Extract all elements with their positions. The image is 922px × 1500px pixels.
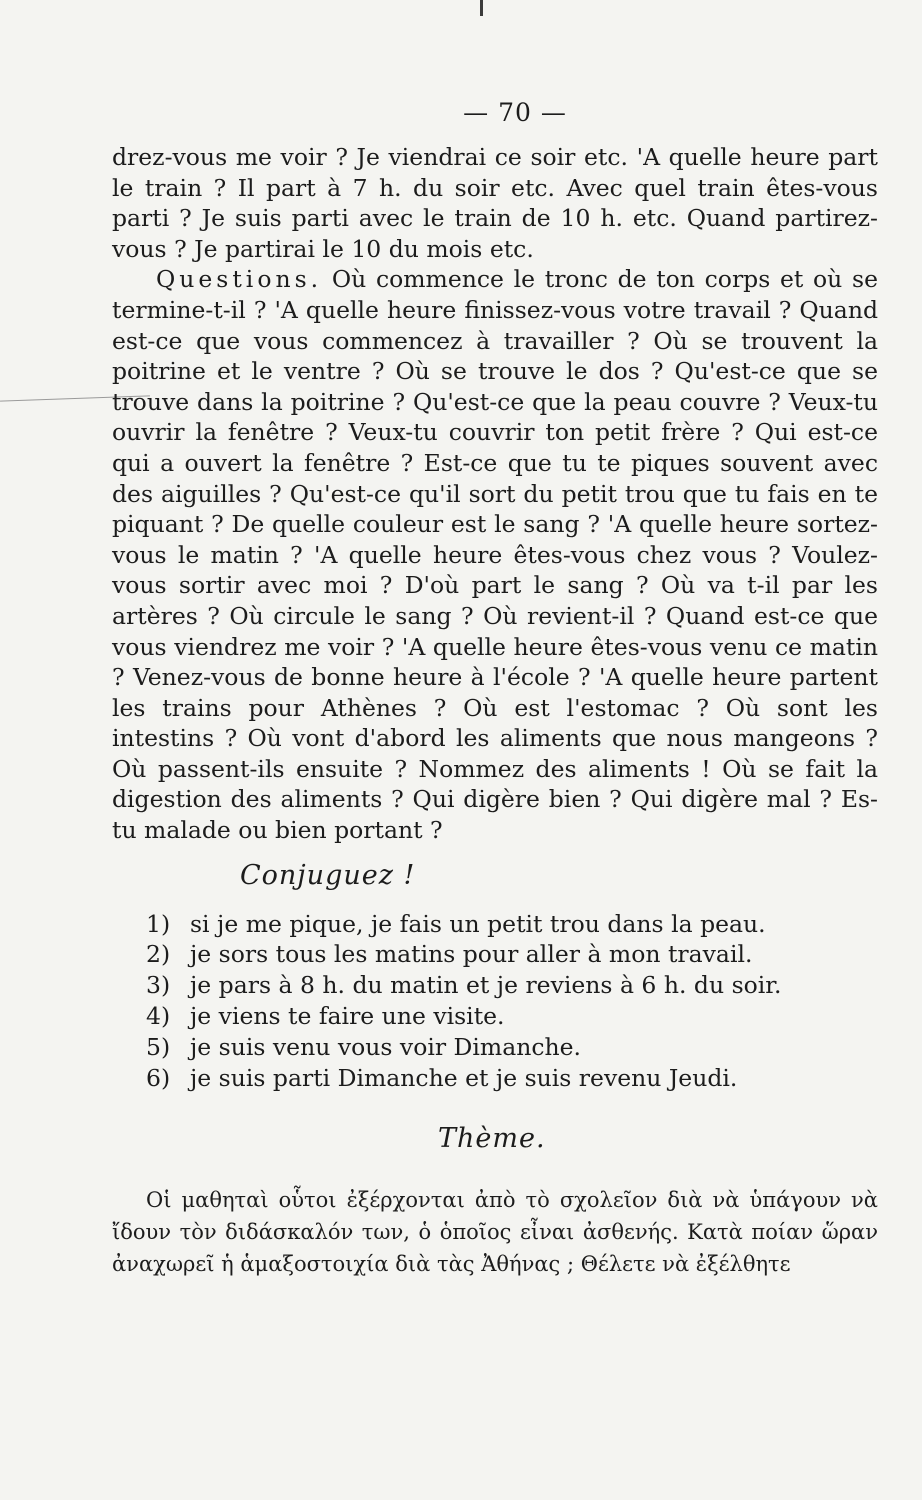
conjugation-list bbox=[112, 909, 878, 1094]
item-number: 3) bbox=[146, 971, 171, 1000]
item-number: 5) bbox=[146, 1032, 171, 1061]
list-item bbox=[146, 909, 878, 940]
list-item bbox=[146, 939, 878, 970]
item-number: 2) bbox=[146, 940, 171, 969]
page-number: — 70 — bbox=[463, 98, 567, 127]
list-item bbox=[146, 1063, 878, 1094]
questions-paragraph bbox=[112, 264, 878, 845]
questions-label: Questions. bbox=[156, 265, 323, 294]
item-number: 1) bbox=[146, 909, 171, 938]
item-text: je viens te faire une visite. bbox=[190, 1002, 505, 1031]
conjuguez-heading: Conjuguez ! bbox=[240, 859, 416, 891]
item-text: je suis parti Dimanche et je suis revenu Jeudi. bbox=[190, 1063, 738, 1092]
item-text: je sors tous les matins pour aller à mon travail. bbox=[190, 940, 753, 969]
book-page bbox=[112, 96, 878, 1280]
main-paragraph bbox=[112, 142, 878, 264]
list-item bbox=[146, 970, 878, 1001]
item-text: je pars à 8 h. du matin et je reviens à 6 h. du soir. bbox=[190, 971, 782, 1000]
item-text: si je me pique, je fais un petit trou dans la peau. bbox=[190, 909, 766, 938]
list-item bbox=[146, 1032, 878, 1063]
theme-heading: Thème. bbox=[438, 1123, 546, 1155]
greek-paragraph: Οἱ μαθηταὶ οὗτοι ἐξέρχονται ἀπὸ τὸ σχολεῖον διὰ νὰ ὑπάγουν νὰ ἴδουν τὸν διδάσκαλόν των, ὁ ὁποῖος εἶναι ἀσθενής. Κατὰ ποίαν ὥραν ἀναχωρεῖ ἡ ἁμαξοστοιχία διὰ τὰς Ἀθήνας ; Θέλετε νὰ ἐξέλθητε bbox=[112, 1188, 878, 1277]
main-paragraph-text: drez-vous me voir ? Je viendrai ce soir etc. 'A quelle heure part le train ? Il part à 7 h. du soir etc. Avec quel train êtes-vous parti ? Je suis parti avec le train de 10 h. etc. Quand partirez-vous ? Je partirai le 10 du mois etc. bbox=[112, 143, 878, 263]
item-text: je suis venu vous voir Dimanche. bbox=[190, 1032, 582, 1061]
list-item bbox=[146, 1001, 878, 1032]
item-number: 4) bbox=[146, 1002, 171, 1031]
questions-text: Où commence le tronc de ton corps et où se termine-t-il ? 'A quelle heure finissez-vous votre travail ? Quand est-ce que vous commencez à travailler ? Où se trouvent la poitrine et le ventre ? Où se trouve le dos ? Qu'est-ce que se trouve dans la poitrine ? Qu'est-ce que la peau couvre ? Veux-tu ouvrir la fenêtre ? Veux-tu couvrir ton petit frère ? Qui est-ce qui a ouvert la fenêtre ? Est-ce que tu te piques souvent avec des aiguilles ? Qu'est-ce qu'il sort du petit trou que tu fais en te piquant ? De quelle couleur est le sang ? 'A quelle heure sortez-vous le matin ? 'A quelle heure êtes-vous chez vous ? Voulez-vous sortir avec moi ? D'où part le sang ? Où va t-il par les artères ? Où circule le sang ? Où revient-il ? Quand est-ce que vous viendrez me voir ? 'A quelle heure êtes-vous venu ce matin ? Venez-vous de bonne heure à l'école ? 'A quelle heure partent les trains pour Athènes ? Où est l'estomac ? Où sont les intestins ? Où vont d'abord les aliments que nous mangeons ? Où passent-ils ensuite ? Nommez des aliments ! Où se fait la digestion des aliments ? Qui digère bien ? Qui digère mal ? Es-tu malade ou bien portant ? bbox=[112, 265, 878, 845]
item-number: 6) bbox=[146, 1063, 171, 1092]
binding-mark bbox=[480, 0, 483, 16]
